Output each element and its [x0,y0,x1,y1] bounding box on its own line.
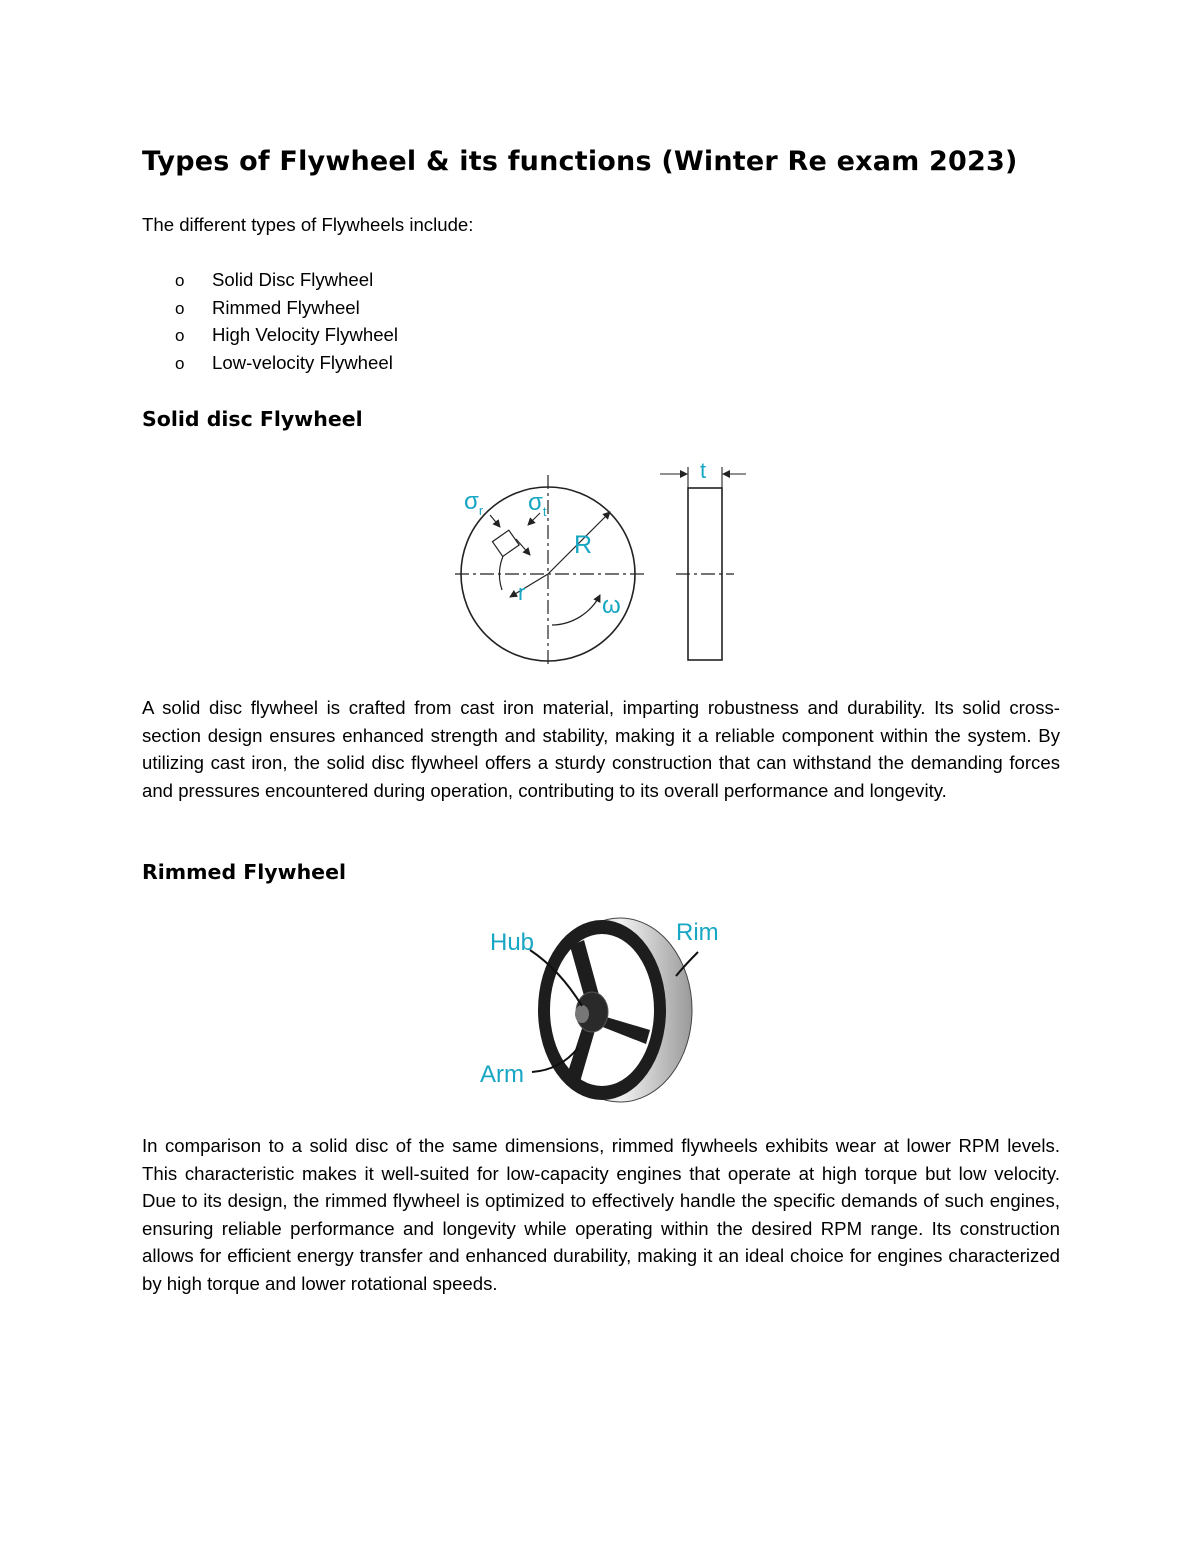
list-item [175,349,398,377]
bullet-marker: o [175,298,185,318]
types-list [175,266,398,376]
list-item-label: Low-velocity Flywheel [212,351,393,373]
rimmed-flywheel-image [470,910,730,1110]
rimmed-paragraph: In comparison to a solid disc of the same dimensions, rimmed flywheels exhibits wear at lower RPM levels. This characteristic makes it well-suited for low-capacity engines that operate at high torque but low velocity. Due to its design, the rimmed flywheel is optimized to effectively handle the specific demands of such engines, ensuring reliable performance and longevity while operating within the desired RPM range. Its construction allows for efficient energy transfer and enhanced durability, making it an ideal choice for engines characterized by high torque and lower rotational speeds. [142,1135,1060,1294]
radius-r-arrow [510,574,548,597]
list-item-label: High Velocity Flywheel [212,324,399,345]
list-item-label: Rimmed Flywheel [212,296,360,318]
section-heading-solid-disc: Solid disc Flywheel [142,407,363,431]
page-title: Types of Flywheel & its functions (Winter Re exam 2023) [142,146,1018,177]
solid-disc-paragraph: A solid disc flywheel is crafted from cast iron material, imparting robustness and durability. Its solid cross-section design ensures enhanced strength and stability, making it a reliable component within the system. By utilizing cast iron, the solid disc flywheel offers a sturdy construction that can withstand the demanding forces and pressures encountered during operation, contributing to its overall performance and longevity. [142,697,1060,801]
solid-disc-diagram [450,455,760,670]
section-heading-rimmed: Rimmed Flywheel [142,860,347,884]
stress-element [492,530,519,556]
radial-inner-arrow [516,539,530,555]
hub-shaft [575,1005,589,1023]
t-label: t [700,458,707,483]
hub-label: Hub [490,929,535,956]
sigma-r-label: $\sigma_r$ [464,488,484,518]
list-item [175,266,398,294]
bullet-marker: o [175,271,185,290]
omega-arrow [552,595,600,625]
list-item [175,321,398,349]
list-item [175,294,398,322]
bullet-marker: o [175,326,185,345]
R-label: R [574,531,593,559]
rim-label: Rim [676,919,719,946]
types-intro: The different types of Flywheels include: [142,214,474,235]
sigma-r-arrow [490,515,500,527]
list-item-label: Solid Disc Flywheel [212,269,374,290]
arm-label: Arm [480,1061,524,1088]
sigma-t-label: $\sigma_t$ [528,489,547,519]
omega-label: ω [602,592,621,619]
bullet-marker: o [175,353,185,373]
r-label: r [518,580,526,605]
